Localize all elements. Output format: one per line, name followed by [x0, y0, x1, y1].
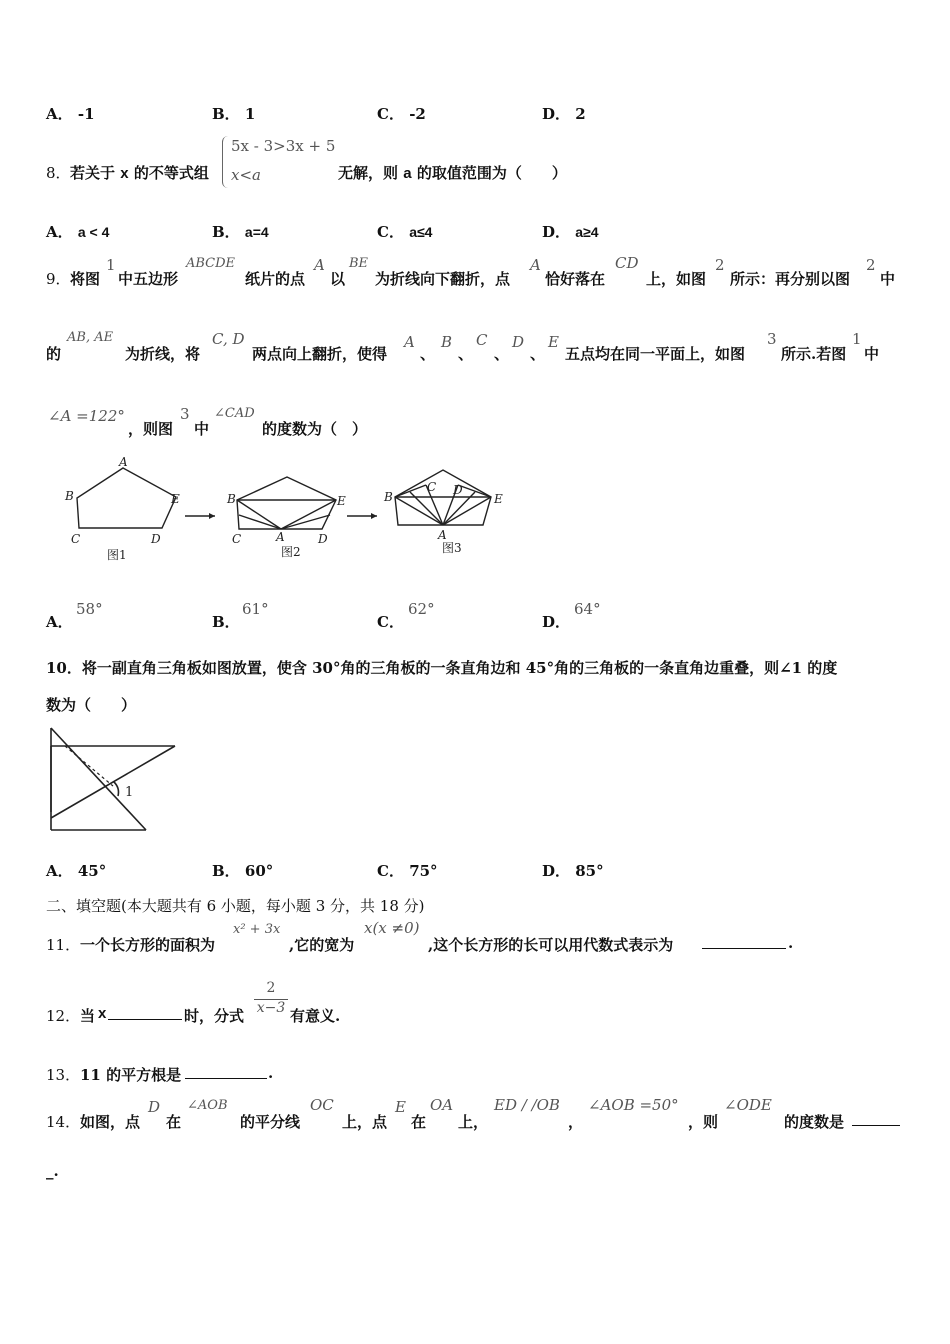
- q9-separator: 、: [420, 345, 436, 363]
- q9-text: 所示.若图: [781, 345, 847, 363]
- fig3-label-e: E: [494, 492, 503, 506]
- q14-number: 14．: [46, 1113, 81, 1131]
- q14-text: ，则: [688, 1113, 719, 1131]
- q11-answer-blank[interactable]: [702, 934, 786, 949]
- q14-text: 的平分线: [240, 1113, 301, 1131]
- q8-inequality-1: 5x - 3>3x + 5: [231, 137, 336, 155]
- fig1-label-c: C: [71, 532, 81, 546]
- q9-math: D: [512, 333, 525, 351]
- q9-text: ，则图: [128, 420, 174, 438]
- q9-math: C, D: [212, 330, 245, 348]
- q7-option-d: D． 2: [542, 105, 586, 123]
- q14-text: 在: [411, 1113, 427, 1131]
- q14-math: OC: [310, 1096, 334, 1114]
- fig2-line: [239, 515, 281, 529]
- q9-math: A: [530, 256, 541, 274]
- q10-option-c: C． 75°: [377, 862, 438, 880]
- q9-option-c-letter: C．: [377, 613, 404, 631]
- q13-number: 13．: [46, 1066, 81, 1084]
- q14-math: ED / /OB: [494, 1096, 560, 1114]
- q9-text: 中: [864, 345, 880, 363]
- fig1-caption: 图1: [107, 548, 127, 562]
- q13-text-2: .: [268, 1064, 274, 1082]
- q14-text: 如图，点: [80, 1113, 141, 1131]
- fig2-label-e: E: [337, 494, 346, 508]
- q9-math: A: [404, 333, 415, 351]
- q12-text-3: 有意义.: [290, 1007, 341, 1025]
- q11-text-3: ,这个长方形的长可以用代数式表示为: [428, 936, 674, 954]
- arrow-1-head: [209, 513, 215, 519]
- q9-text: 为折线，将: [125, 345, 201, 363]
- q9-math: CD: [615, 254, 639, 272]
- q8-prefix: 若关于 x 的不等式组: [70, 164, 209, 182]
- q12-text-1: 当: [80, 1007, 96, 1025]
- q11-text-2: ,它的宽为: [289, 936, 355, 954]
- q12-var-x: x: [98, 1005, 107, 1022]
- q9-text: 五点均在同一平面上，如图: [565, 345, 746, 363]
- fig3-caption: 图3: [442, 541, 462, 555]
- q9-option-b-value: 61°: [242, 600, 269, 618]
- q9-text: 以: [330, 270, 346, 288]
- q9-separator: 、: [494, 345, 510, 363]
- q8-option-d: D． a≥4: [542, 223, 599, 241]
- q9-math: 2: [715, 256, 725, 274]
- q10-hypotenuse-45: [51, 728, 146, 830]
- fig2-label-d: D: [318, 532, 328, 546]
- q9-text: 的: [46, 345, 62, 363]
- q12-denominator: x−3: [256, 1000, 286, 1016]
- fig2-line: [237, 500, 281, 529]
- q9-math: ∠CAD: [214, 406, 255, 421]
- fig2-label-c: C: [232, 532, 242, 546]
- fig2-label-a: A: [276, 530, 285, 544]
- fig1-label-b: B: [65, 489, 74, 503]
- q9-text: 所示：再分别以图: [730, 270, 851, 288]
- q11-math-1: x² + 3x: [233, 922, 281, 937]
- q14-math: D: [148, 1098, 161, 1116]
- q9-text: 的度数为（ ）: [262, 420, 368, 438]
- q13-answer-blank[interactable]: [185, 1064, 267, 1079]
- q8-suffix: 无解，则 a 的取值范围为（ ）: [338, 164, 567, 182]
- q10-dashed-line: [65, 746, 113, 786]
- q14-text: 上，: [458, 1113, 489, 1131]
- q9-number: 9．: [46, 270, 71, 288]
- section-2-title: 二、填空题(本大题共有 6 小题，每小题 3 分，共 18 分): [46, 897, 425, 915]
- q9-text: 中: [880, 270, 896, 288]
- q8-inequality-2: x<a: [231, 166, 261, 184]
- q10-option-d: D． 85°: [542, 862, 604, 880]
- fig3-line: [458, 485, 491, 497]
- q14-text: 在: [166, 1113, 182, 1131]
- q11-number: 11．: [46, 936, 81, 954]
- arrow-2-head: [371, 513, 377, 519]
- q14-math: OA: [430, 1096, 454, 1114]
- q8-system-brace: [222, 136, 229, 188]
- q14-math: ∠AOB =50°: [588, 1096, 679, 1114]
- q11-text-1: 一个长方形的面积为: [80, 936, 216, 954]
- q10-option-b: B． 60°: [212, 862, 274, 880]
- q9-text: 为折线向下翻折，点: [375, 270, 511, 288]
- fig3-line: [395, 485, 426, 497]
- q8-option-b: B． a=4: [212, 223, 269, 241]
- fig2-label-b: B: [227, 492, 236, 506]
- q9-math: 3: [767, 330, 777, 348]
- fig3-label-c: C: [427, 480, 437, 494]
- fig3-label-b: B: [384, 490, 393, 504]
- q9-option-d-letter: D．: [542, 613, 571, 631]
- q9-math: AB, AE: [67, 330, 114, 345]
- q9-math: A: [314, 256, 325, 274]
- q9-math: E: [548, 333, 559, 351]
- fig2-caption: 图2: [281, 545, 301, 559]
- fig1-label-a: A: [119, 455, 128, 469]
- fig2-line: [281, 500, 336, 529]
- q9-option-a-letter: A．: [46, 613, 73, 631]
- q10-option-a: A． 45°: [46, 862, 107, 880]
- q9-text: 将图: [70, 270, 101, 288]
- q14-math: ∠ODE: [724, 1096, 772, 1114]
- q9-separator: 、: [530, 345, 546, 363]
- q7-option-b: B． 1: [212, 105, 256, 123]
- q8-option-a: A． a < 4: [46, 223, 110, 241]
- q10-hypotenuse-30: [51, 746, 175, 818]
- fig2-outline: [237, 477, 336, 529]
- fig1-label-e: E: [171, 492, 180, 506]
- q11-text-4: .: [788, 934, 794, 952]
- q9-text: 上，如图: [646, 270, 707, 288]
- q12-numerator: 2: [266, 980, 276, 996]
- q9-math: B: [441, 333, 453, 351]
- q9-option-a-value: 58°: [76, 600, 103, 618]
- q9-text: 中: [194, 420, 210, 438]
- q9-option-b-letter: B．: [212, 613, 240, 631]
- q9-math: 3: [180, 405, 190, 423]
- q14-math: ∠AOB: [187, 1098, 228, 1113]
- q14-math: E: [395, 1098, 406, 1116]
- q14-answer-blank[interactable]: [852, 1111, 900, 1126]
- q10-angle-label: 1: [125, 785, 134, 800]
- q12-fraction: [254, 980, 288, 1016]
- q9-math: BE: [349, 256, 369, 271]
- q9-text: 纸片的点: [245, 270, 306, 288]
- q9-option-d-value: 64°: [574, 600, 601, 618]
- q10-line-2: 数为（ ）: [46, 696, 137, 714]
- q9-math: ABCDE: [186, 256, 236, 271]
- fig1-pentagon: [77, 468, 176, 528]
- q10-angle-1-arc: [114, 782, 119, 796]
- q7-option-c: C． -2: [377, 105, 426, 123]
- q14-text: 的度数是: [784, 1113, 845, 1131]
- q8-option-c: C． a≤4: [377, 223, 433, 241]
- q9-option-c-value: 62°: [408, 600, 435, 618]
- q10-figure: [45, 724, 185, 836]
- q9-math: 1: [852, 330, 862, 348]
- q9-text: 恰好落在: [545, 270, 606, 288]
- q7-option-a: A． -1: [46, 105, 95, 123]
- q14-tail: _.: [46, 1162, 59, 1180]
- fig1-label-d: D: [151, 532, 161, 546]
- q9-text: 中五边形: [118, 270, 179, 288]
- fig3-label-a: A: [438, 528, 447, 542]
- q10-line-1: 10．将一副直角三角板如图放置，使含 30°角的三角板的一条直角边和 45°角的三角板的一条直角边重叠，则∠1 的度: [46, 659, 838, 677]
- q14-text: ，: [568, 1113, 584, 1131]
- q11-math-2: x(x ≠0): [364, 919, 420, 937]
- q9-separator: 、: [458, 345, 474, 363]
- q13-text-1: 11 的平方根是: [80, 1066, 182, 1084]
- q9-math: ∠A =122°: [48, 407, 125, 425]
- q12-number: 12．: [46, 1007, 81, 1025]
- q12-answer-blank[interactable]: [108, 1005, 182, 1020]
- q9-text: 两点向上翻折，使得: [252, 345, 388, 363]
- q9-math: C: [476, 331, 488, 349]
- q9-figures: [55, 455, 525, 570]
- q8-number: 8．: [46, 164, 71, 182]
- fig3-label-d: D: [453, 483, 463, 497]
- q14-text: 上，点: [342, 1113, 388, 1131]
- q9-math: 2: [866, 256, 876, 274]
- q9-math: 1: [106, 256, 116, 274]
- q12-text-2: 时，分式: [184, 1007, 245, 1025]
